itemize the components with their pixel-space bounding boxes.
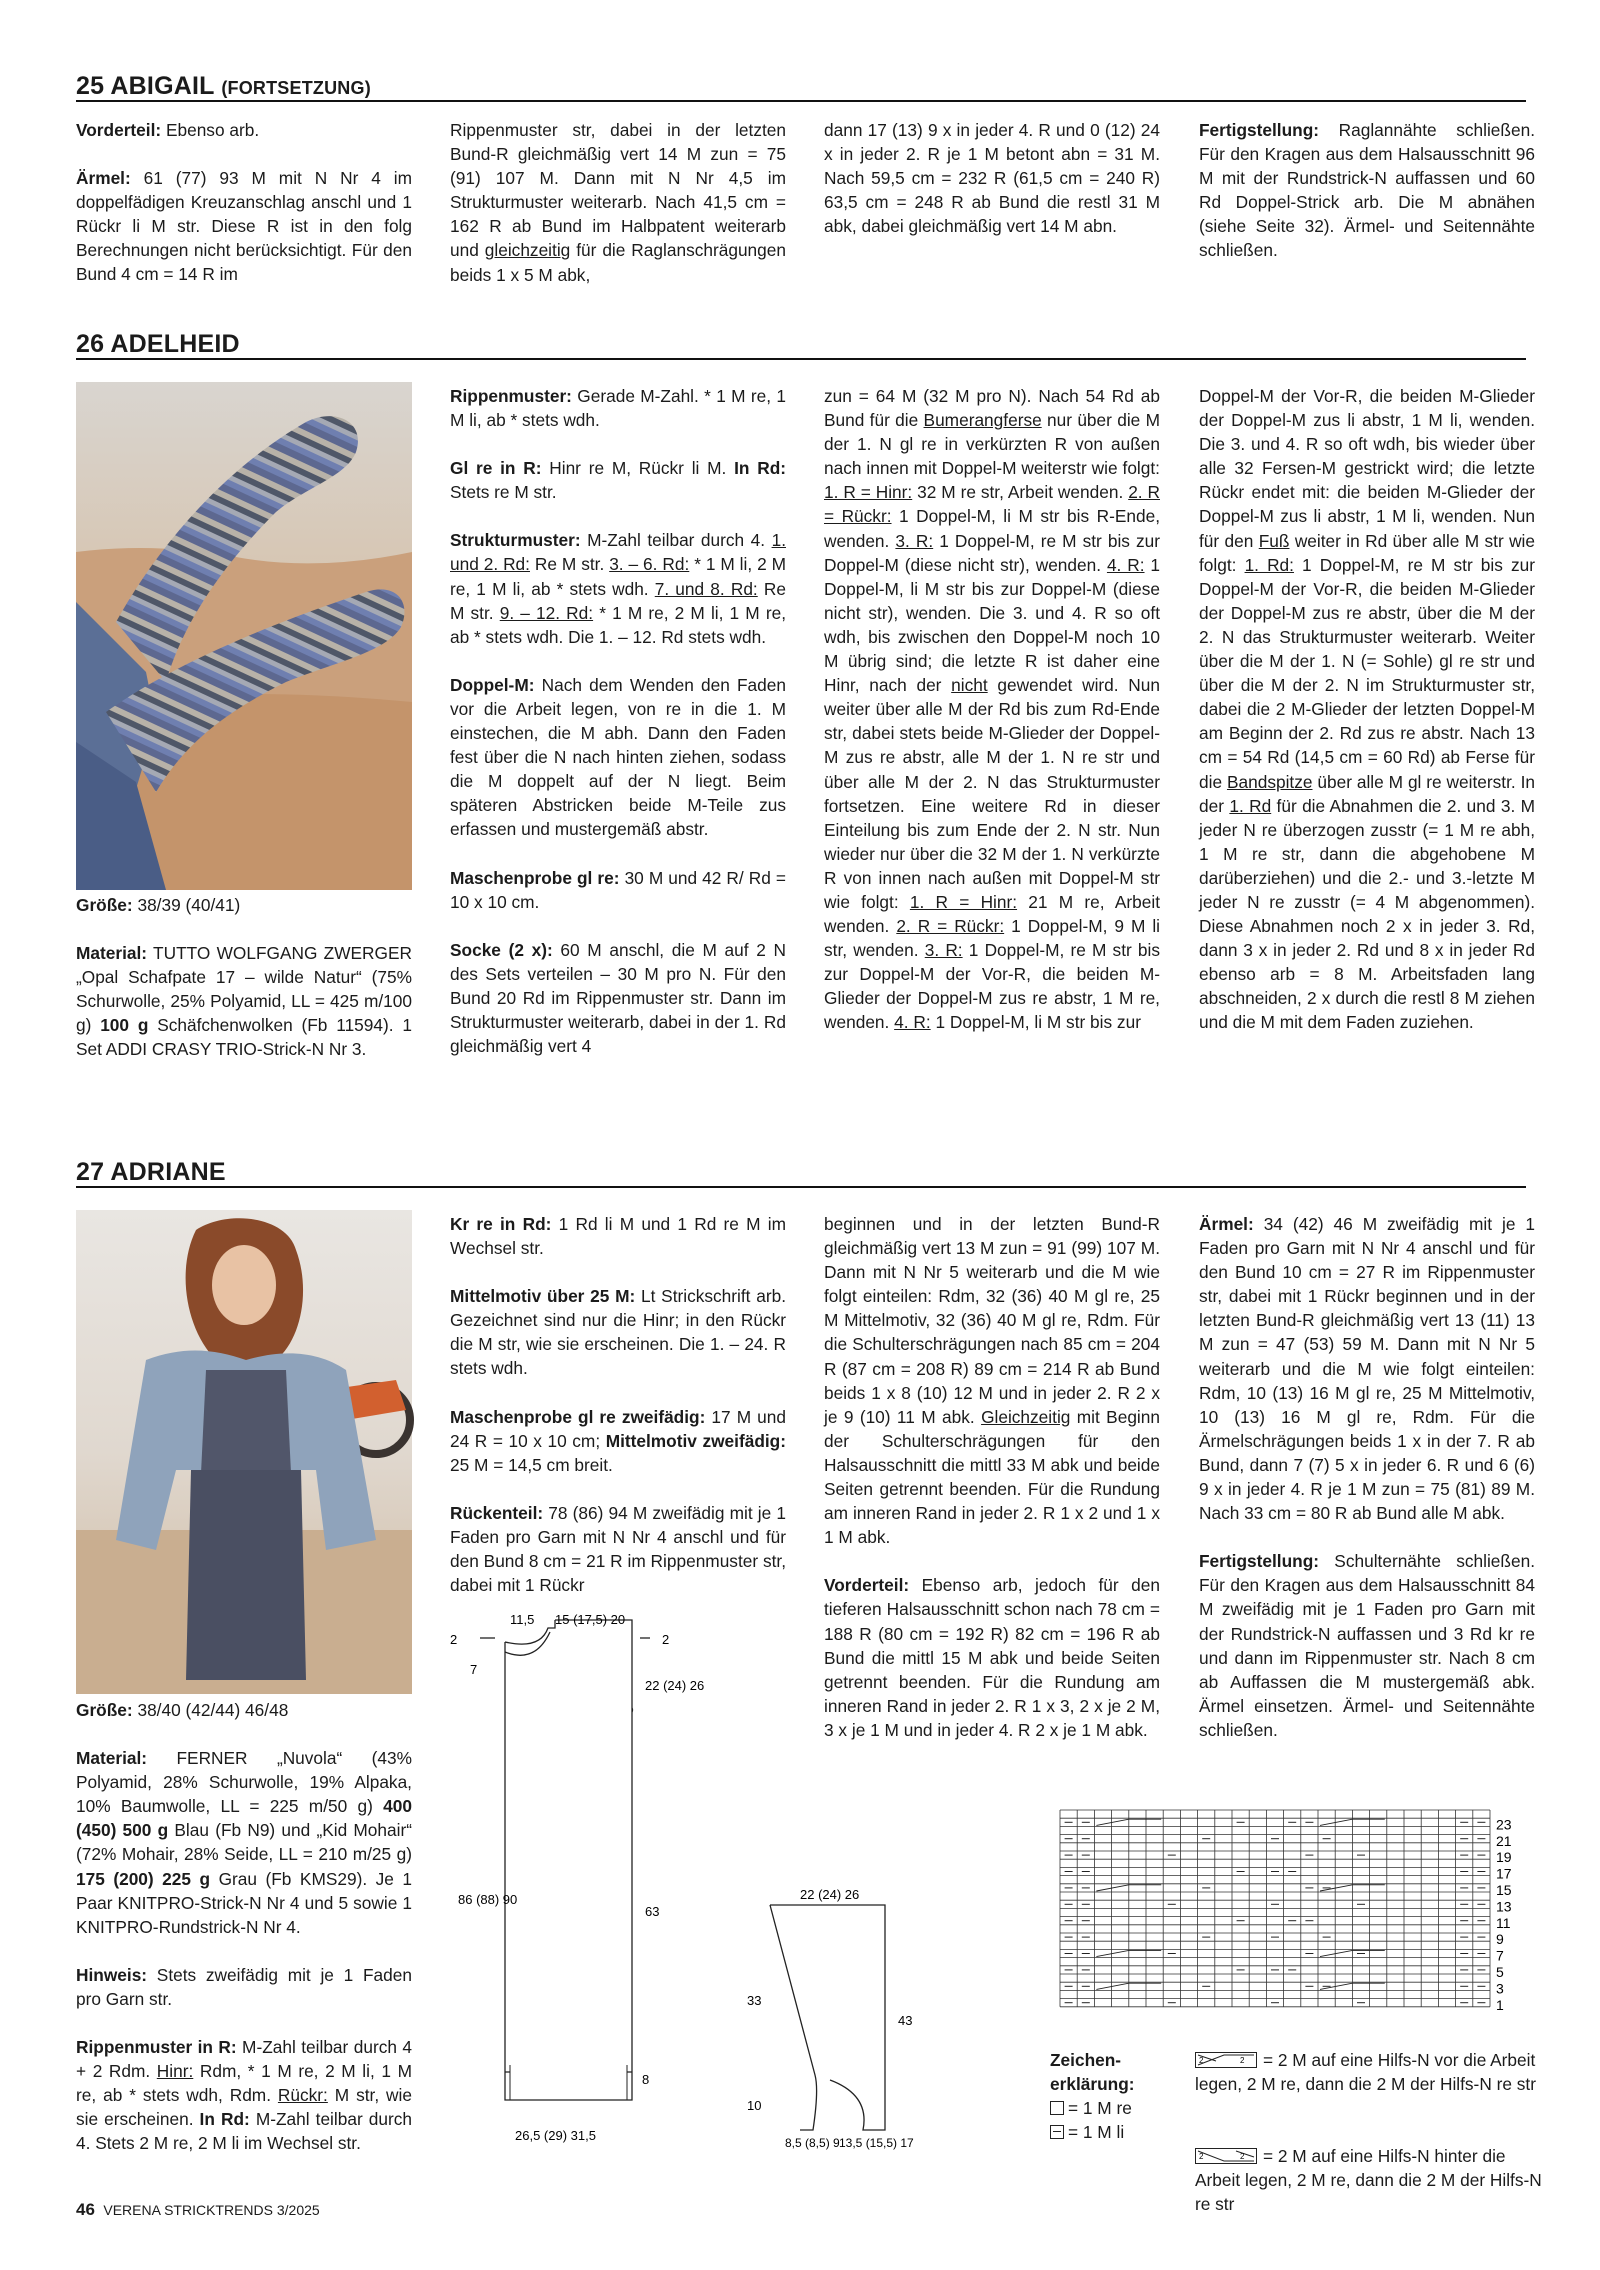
chart-row-label: 5 <box>1496 1964 1504 1980</box>
section-rule <box>76 100 1526 102</box>
svg-text:2: 2 <box>1199 2152 1204 2161</box>
dim-sleeve-shaping: 33 <box>747 1993 762 2008</box>
purl-symbol-icon <box>1050 2125 1064 2139</box>
adriane-column-4: Ärmel: 34 (42) 46 M zweifädig mit je 1 Faden pro Garn mit N Nr 4 anschl und für den Bund 10 cm = 27 R im Rippenmuster str, dabei mit 1 Rückr beginnen und in der letzten Bund-R gleichmäßig vert 13 (11) 13 M zun = 47 (53) 59 M. Dann mit N Nr 5 weiterarb und die M wie folgt einteilen: Rdm, 10 (13) 16 M gl re, 25 M Mittelmotiv, 10 (13) 16 M gl re, Rdm. Für die Ärmelschrägungen beids 1 x in der 7. R ab Bund, dann 7 (7) 5 x in jeder 6. R und 6 (6) 9 x in jeder 4. R je 1 M zun = 75 (81) 89 M. Nach 33 cm = 80 R ab Bund alle M abk. Fertigstellung: Schulternähte schließen. Für den Kragen aus dem Halsausschnitt 84 M zweifädig mit je 1 Faden pro Garn mit der Rundstrick-N auffassen und 3 Rd kr re und dann im Rippenmuster str. Nach 8 cm ab Auffassen die M mustergemäß abk. Ärmel einsetzen. Ärmel- und Seitennähte schließen. <box>1199 1214 1535 1740</box>
abigail-column-2: Rippenmuster str, dabei in der letzten Bund-R gleichmäßig vert 14 M zun = 75 (91) 107 M. Dann mit N Nr 4,5 im Strukturmuster weiterarb. Nach 41,5 cm = 162 R ab Bund im Halbpatent weiterarb und gleichzeitig für die Raglanschrägungen beids 1 x 5 M abk, <box>450 120 786 285</box>
section-title-adriane: 27 ADRIANE <box>76 1158 226 1186</box>
adriane-column-3: beginnen und in der letzten Bund-R gleichmäßig vert 13 M zun = 91 (99) 107 M. Dann mit N Nr 5 weiterarb und die M wie folgt einteilen: Rdm, 32 (36) 40 M gl re, 25 M Mittelmotiv, 32 (36) 40 M gl re, Rdm. Für die Schulterschrägungen nach 85 cm = 204 R (87 cm = 208 R) 89 cm = 214 R ab Bund beids 1 x 8 (10) 12 M und in jeder 2. R 2 x je 9 (10) 11 M abk. Gleichzeitig mit Beginn der Schulterschrägungen für den Halsausschnitt die mittl 33 M abk und beide Seiten getrennt beenden. Für die Rundung am inneren Rand in jeder 2. R 1 x 2 und 1 x 1 M abk. Vorderteil: Ebenso arb, jedoch für den tieferen Halsausschnitt schon nach 78 cm = 188 R (80 cm = 192 R) 82 cm = 196 R ab Bund die mittl 15 M abk und beide Seiten getrennt beenden. Für die Rundung am inneren Rand in jeder 2. R 1 x 3, 2 x je 2 M, 3 x je 1 M und in jeder 4. R 2 x je 1 M abk. <box>824 1214 1160 1740</box>
chart-row-label: 1 <box>1496 1996 1504 2013</box>
key-purl: = 1 M li <box>1050 2120 1124 2144</box>
cable-back-icon <box>1195 2148 1257 2164</box>
page-number: 46 <box>76 2200 95 2219</box>
dim-cuff-w1: 8,5 (8,5) 9 <box>785 2136 840 2150</box>
key-knit: = 1 M re <box>1050 2096 1132 2120</box>
model-photo <box>76 1210 412 1694</box>
chart-row-label: 19 <box>1496 1849 1512 1866</box>
section-title-abigail: 25 ABIGAIL (FORTSETZUNG) <box>76 72 371 100</box>
chart-row-label: 13 <box>1496 1898 1512 1915</box>
key-title: Zeichen-erklärung: <box>1050 2050 1135 2094</box>
body-schematic <box>440 1610 705 2170</box>
knitting-chart <box>1060 1808 1560 2033</box>
dim-side-left: 2 <box>450 1632 458 1647</box>
section-title-suffix: (FORTSETZUNG) <box>221 78 371 98</box>
dim-side-right: 2 <box>662 1632 670 1647</box>
magazine-name: VERENA STRICKTRENDS 3/2025 <box>103 2202 320 2218</box>
svg-text:2: 2 <box>1199 2056 1204 2065</box>
abigail-column-4: Fertigstellung: Raglannähte schließen. Für den Kragen aus dem Halsausschnitt 96 M mit der Rundstrick-N auffassen und 60 Rd Doppel-Strick arb. Die M abnähen (siehe Seite 32). Ärmel- und Seitennähte schließen. <box>1199 120 1535 261</box>
dim-rib: 8 <box>642 2072 650 2087</box>
adelheid-column-2: Rippenmuster: Gerade M-Zahl. * 1 M re, 1 M li, ab * stets wdh. Gl re in R: Hinr re M, Rückr li M. In Rd: Stets re M str. Strukturmuster: M-Zahl teilbar durch 4. 1. und 2. Rd: Re M str. 3. – 6. Rd: * 1 M li, 2 M re, 1 M li, ab * stets wdh. 7. und 8. Rd: Re M str. 9. – 12. Rd: * 1 M re, 2 M li, 1 M re, ab * stets wdh. Die 1. – 12. Rd stets wdh. Doppel-M: Nach dem Wenden den Faden vor die Arbeit legen, von re in die 1. M einstechen, die M abh. Dann den Faden fest über die N nach hinten ziehen, sodass die M doppelt auf der N liegt. Beim späteren Abstricken beide M-Teile zus erfassen und mustergemäß abstr. Maschenprobe gl re: 30 M und 42 R/ Rd = 10 x 10 cm. Socke (2 x): 60 M anschl, die M auf 2 N des Sets verteilen – 30 M pro N. Für den Bund 20 Rd im Rippenmuster str. Dann im Strukturmuster weiterarb, dabei in der 1. Rd gleichmäßig vert 4 <box>450 386 787 1057</box>
chart-row-label: 15 <box>1496 1882 1512 1898</box>
adelheid-column-1: Größe: 38/39 (40/41) Material: TUTTO WOLFGANG ZWERGER „Opal Schafpate 17 – wilde Natur“ (75% Schurwolle, 25% Polyamid, LL = 425 m/100 g) 100 g Schäfchenwolken (Fb 11594). 1 Set ADDI CRASY TRIO-Strick-N Nr 3. <box>76 895 412 1060</box>
dim-armhole: 22 (24) 26 <box>645 1678 705 1693</box>
adelheid-column-3: zun = 64 M (32 M pro N). Nach 54 Rd ab Bund für die Bumerangferse nur über die M der 1. N gl re in verkürzten R von außen nach innen mit Doppel-M weiterstr wie folgt: 1. R = Hinr: 32 M re str, Arbeit wenden. 2. R = Rückr: 1 Doppel-M, li M str bis R-Ende, wenden. 3. R: 1 Doppel-M, re M str bis zur Doppel-M (diese nicht str), wenden. 4. R: 1 Doppel-M, li M str bis zur Doppel-M (diese nicht str), wenden. Die 3. und 4. R so oft wdh, bis zwischen den Doppel-M noch 10 M übrig sind; die letzte R ist daher eine Hinr, nach der nicht gewendet wird. Nun weiter über alle M der Rd bis zum Rd-Ende str, dabei stets beide M-Glieder der Doppel-M zus re abstr, alle M der 1. N re str und über alle M der 2. N das Strukturmuster fortsetzen. Eine weitere Rd in dieser Einteilung bis zum Ende der 2. N str. Nun wieder nur über die 32 M der 1. N verkürzte R von innen nach außen mit Doppel-M str wie folgt: 1. R = Hinr: 21 M re, Arbeit wenden. 2. R = Rückr: 1 Doppel-M, 9 M li str, wenden. 3. R: 1 Doppel-M, re M str bis zur Doppel-M der Vor-R, die beiden M-Glieder der Doppel-M zus re abstr, 1 M re, wenden. 4. R: 1 Doppel-M, li M str bis zur <box>824 386 1161 1033</box>
chart-row-label: 11 <box>1496 1914 1511 1931</box>
svg-text:2: 2 <box>1240 2056 1245 2065</box>
abigail-column-1: Vorderteil: Ebenso arb. Ärmel: 61 (77) 93 M mit N Nr 4 im doppelfädigen Kreuzanschlag anschl und 1 Rückr li M str. Diese R ist in den folg Berechnungen nicht berücksichtigt. Für den Bund 4 cm = 14 R im <box>76 120 412 285</box>
key-cable-back: 2 2 = 2 M auf eine Hilfs-N hinter die Arbeit legen, 2 M re, dann die 2 M der Hilfs-N re str <box>1195 2146 1542 2214</box>
chart-row-label: 3 <box>1496 1980 1504 1997</box>
socks-photo <box>76 382 412 890</box>
key-cable-front: 2 2 = 2 M auf eine Hilfs-N vor die Arbeit legen, 2 M re, dann die 2 M der Hilfs-N re str <box>1195 2050 1536 2094</box>
dim-width: 26,5 (29) 31,5 <box>515 2128 596 2143</box>
dim-cuff: 10 <box>747 2098 762 2113</box>
adelheid-column-4: Doppel-M der Vor-R, die beiden M-Glieder der Doppel-M zus li abstr, 1 M li, wenden. Die 3. und 4. R so oft wdh, bis wieder über alle 32 Fersen-M gestrickt wird; die letzte Rückr endet mit: die beiden M-Glieder der Doppel-M zus li abstr, 1 M li, wenden. Nun für den Fuß weiter in Rd über alle M str wie folgt: 1. Rd: 1 Doppel-M, re M str bis zur Doppel-M der Vor-R, die beiden M-Glieder der Doppel-M zus re abstr, über die M der 2. N das Strukturmuster weiterarb. Weiter über die M der 1. N (= Sohle) gl re str und über die M der 2. N im Strukturmuster str, dabei die 2 M-Glieder der letzten Doppel-M am Beginn der 2. Rd zus re abstr. Nach 13 cm = 54 Rd (14,5 cm = 60 Rd) ab Ferse für die Bandspitze über alle M gl re weiterstr. In der 1. Rd für die Abnahmen die 2. und 3. M jeder N re überzogen zusstr (= 1 M re abh, 1 M re str, dann die abgehobene M darüberziehen) und die 2.- und 3.-letzte M jeder N re zusstr (= 4 M abgenommen). Diese Abnahmen noch 2 x in jeder 3. Rd, dann 3 x in jeder 2. Rd und 8 x in jeder Rd ebenso arb = 8 M. Arbeitsfaden lang abschneiden, 2 x durch die restl 8 M ziehen und die M mit dem Faden zuziehen. <box>1199 386 1536 1033</box>
cable-front-icon <box>1195 2052 1257 2068</box>
dim-cuff-w2: 13,5 (15,5) 17 <box>839 2136 914 2150</box>
dim-side: 63 <box>645 1904 660 1919</box>
dim-top: 11,5 <box>510 1612 535 1627</box>
knit-symbol-icon <box>1050 2101 1064 2115</box>
chart-row-label: 21 <box>1496 1832 1512 1849</box>
dim-sleeve-top: 22 (24) 26 <box>800 1887 860 1902</box>
adriane-column-2: Kr re in Rd: 1 Rd li M und 1 Rd re M im Wechsel str. Mittelmotiv über 25 M: Lt Strickschrift arb. Gezeichnet sind nur die Hinr; in den Rückr die M str, wie sie erscheinen. Die 1. – 24. R stets wdh. Maschenprobe gl re zweifädig: 17 M und 24 R = 10 x 10 cm; Mittelmotiv zweifädig: 25 M = 14,5 cm breit. Rückenteil: 78 (86) 94 M zweifädig mit je 1 Faden pro Garn mit N Nr 4 anschl und für den Bund 8 cm = 21 R im Rippenmuster str, dabei mit 1 Rückr <box>450 1214 787 1596</box>
chart-row-label: 7 <box>1496 1947 1504 1964</box>
section-title-adelheid: 26 ADELHEID <box>76 330 240 358</box>
dim-length: 86 (88) 90 <box>458 1892 518 1907</box>
section-rule <box>76 1186 1526 1188</box>
dim-neck: 15 (17,5) 20 <box>555 1612 626 1627</box>
svg-text:2: 2 <box>1240 2152 1245 2161</box>
sleeve-schematic <box>735 1885 925 2170</box>
dim-sleeve-length: 43 <box>898 2013 913 2028</box>
abigail-column-3: dann 17 (13) 9 x in jeder 4. R und 0 (12) 24 x in jeder 2. R je 1 M betont abn = 31 M. Nach 59,5 cm = 232 R (61,5 cm = 240 R) 63,5 cm = 248 R ab Bund die restl 31 M abk, dabei gleichmäßig vert 14 M abn. <box>824 120 1160 237</box>
chart-row-label: 17 <box>1496 1865 1512 1882</box>
section-rule <box>76 358 1526 360</box>
footer <box>76 2200 320 2220</box>
adriane-column-1: Größe: 38/40 (42/44) 46/48 Material: FERNER „Nuvola“ (43% Polyamid, 28% Schurwolle, 19% Alpaka, 10% Baumwolle, LL = 225 m/50 g) 400 (450) 500 g Blau (Fb N9) und „Kid Mohair“ (72% Mohair, 28% Seide, LL = 210 m/25 g) 175 (200) 225 g Grau (Fb KMS29). Je 1 Paar KNITPRO-Strick-N Nr 4 und 5 sowie 1 KNITPRO-Rundstrick-N Nr 4. Hinweis: Stets zweifädig mit je 1 Faden pro Garn str. Rippenmuster in R: M-Zahl teilbar durch 4 + 2 Rdm. Hinr: Rdm, * 1 M re, 2 M li, 1 M re, ab * stets wdh, Rdm. Rückr: M str, wie sie erscheinen. In Rd: M-Zahl teilbar durch 4. Stets 2 M re, 2 M li im Wechsel str. <box>76 1700 413 2154</box>
chart-row-label: 23 <box>1496 1816 1512 1833</box>
chart-row-label: 9 <box>1496 1931 1504 1948</box>
dim-neck-depth: 7 <box>470 1662 478 1677</box>
